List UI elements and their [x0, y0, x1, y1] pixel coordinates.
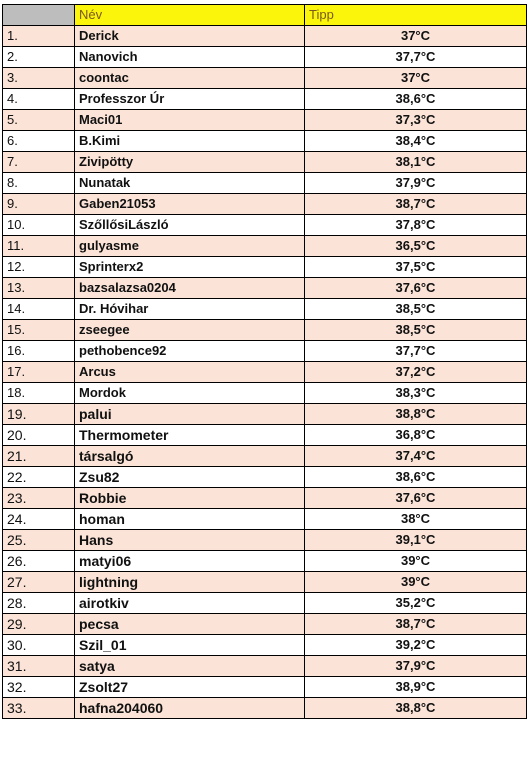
tipp-table — [2, 4, 527, 719]
header-row — [3, 5, 527, 26]
header-rank-cell[interactable] — [3, 5, 75, 26]
name-cell[interactable]: Professzor Úr — [75, 89, 305, 110]
table-row — [3, 509, 527, 530]
table-row — [3, 614, 527, 635]
rank-cell[interactable]: 29. — [3, 614, 75, 635]
name-cell[interactable]: zseegee — [75, 320, 305, 341]
name-cell[interactable]: pecsa — [75, 614, 305, 635]
rank-cell[interactable]: 5. — [3, 110, 75, 131]
table-row — [3, 257, 527, 278]
table-row — [3, 383, 527, 404]
rank-cell[interactable]: 11. — [3, 236, 75, 257]
tipp-cell[interactable]: 37,7°C — [305, 47, 527, 68]
rank-cell[interactable]: 23. — [3, 488, 75, 509]
name-cell[interactable]: pethobence92 — [75, 341, 305, 362]
tipp-cell[interactable]: 39°C — [305, 551, 527, 572]
table-row — [3, 530, 527, 551]
name-cell[interactable]: airotkiv — [75, 593, 305, 614]
name-cell[interactable]: Nunatak — [75, 173, 305, 194]
table-row — [3, 446, 527, 467]
rank-cell[interactable]: 27. — [3, 572, 75, 593]
tipp-cell[interactable]: 39,1°C — [305, 530, 527, 551]
name-cell[interactable]: Maci01 — [75, 110, 305, 131]
rank-cell[interactable]: 21. — [3, 446, 75, 467]
table-row — [3, 89, 527, 110]
name-cell[interactable]: társalgó — [75, 446, 305, 467]
tipp-cell[interactable]: 37°C — [305, 68, 527, 89]
tipp-cell[interactable]: 38,4°C — [305, 131, 527, 152]
name-cell[interactable]: Zsu82 — [75, 467, 305, 488]
name-cell[interactable]: Thermometer — [75, 425, 305, 446]
tipp-cell[interactable]: 37,7°C — [305, 341, 527, 362]
rank-cell[interactable]: 1. — [3, 26, 75, 47]
table-row — [3, 278, 527, 299]
rank-cell[interactable]: 10. — [3, 215, 75, 236]
tipp-cell[interactable]: 37,5°C — [305, 257, 527, 278]
rank-cell[interactable]: 2. — [3, 47, 75, 68]
rank-cell[interactable]: 30. — [3, 635, 75, 656]
rank-cell[interactable]: 32. — [3, 677, 75, 698]
name-cell[interactable]: bazsalazsa0204 — [75, 278, 305, 299]
tipp-cell[interactable]: 38,5°C — [305, 299, 527, 320]
rank-cell[interactable]: 22. — [3, 467, 75, 488]
tipp-cell[interactable]: 38,8°C — [305, 404, 527, 425]
name-cell[interactable]: hafna204060 — [75, 698, 305, 719]
rank-cell[interactable]: 31. — [3, 656, 75, 677]
rank-cell[interactable]: 4. — [3, 89, 75, 110]
rank-cell[interactable]: 12. — [3, 257, 75, 278]
table-row — [3, 677, 527, 698]
rank-cell[interactable]: 20. — [3, 425, 75, 446]
tipp-cell[interactable]: 38,6°C — [305, 89, 527, 110]
table-row — [3, 299, 527, 320]
rank-cell[interactable]: 18. — [3, 383, 75, 404]
tipp-cell[interactable]: 36,8°C — [305, 425, 527, 446]
tipp-cell[interactable]: 37,3°C — [305, 110, 527, 131]
table-row — [3, 68, 527, 89]
rank-cell[interactable]: 3. — [3, 68, 75, 89]
table-row — [3, 635, 527, 656]
tipp-cell[interactable]: 38,5°C — [305, 320, 527, 341]
tipp-cell[interactable]: 37,6°C — [305, 278, 527, 299]
tipp-cell[interactable]: 37,9°C — [305, 656, 527, 677]
table-body — [3, 26, 527, 719]
name-cell[interactable]: Dr. Hóvihar — [75, 299, 305, 320]
name-cell[interactable]: lightning — [75, 572, 305, 593]
rank-cell[interactable]: 8. — [3, 173, 75, 194]
header-name-cell[interactable]: Név — [75, 5, 305, 26]
table-row — [3, 698, 527, 719]
name-cell[interactable]: Hans — [75, 530, 305, 551]
table-row — [3, 551, 527, 572]
rank-cell[interactable]: 17. — [3, 362, 75, 383]
rank-cell[interactable]: 26. — [3, 551, 75, 572]
table-row — [3, 593, 527, 614]
name-cell[interactable]: SzőllősiLászló — [75, 215, 305, 236]
table-row — [3, 152, 527, 173]
tipp-cell[interactable]: 35,2°C — [305, 593, 527, 614]
table-row — [3, 341, 527, 362]
tipp-cell[interactable]: 38,1°C — [305, 152, 527, 173]
tipp-cell[interactable]: 37,9°C — [305, 173, 527, 194]
tipp-cell[interactable]: 38,7°C — [305, 194, 527, 215]
name-cell[interactable]: satya — [75, 656, 305, 677]
rank-cell[interactable]: 28. — [3, 593, 75, 614]
tipp-cell[interactable]: 38°C — [305, 509, 527, 530]
rank-cell[interactable]: 14. — [3, 299, 75, 320]
table-row — [3, 467, 527, 488]
tipp-cell[interactable]: 37,6°C — [305, 488, 527, 509]
name-cell[interactable]: Mordok — [75, 383, 305, 404]
table-row — [3, 215, 527, 236]
rank-cell[interactable]: 24. — [3, 509, 75, 530]
table-row — [3, 320, 527, 341]
table-row — [3, 47, 527, 68]
rank-cell[interactable]: 25. — [3, 530, 75, 551]
name-cell[interactable]: gulyasme — [75, 236, 305, 257]
rank-cell[interactable]: 19. — [3, 404, 75, 425]
header-tipp-cell[interactable]: Tipp — [305, 5, 527, 26]
rank-cell[interactable]: 6. — [3, 131, 75, 152]
tipp-cell[interactable]: 38,3°C — [305, 383, 527, 404]
name-cell[interactable]: Robbie — [75, 488, 305, 509]
tipp-cell[interactable]: 39,2°C — [305, 635, 527, 656]
table-row — [3, 362, 527, 383]
tipp-cell[interactable]: 37,4°C — [305, 446, 527, 467]
name-cell[interactable]: Zivipötty — [75, 152, 305, 173]
table-row — [3, 236, 527, 257]
name-cell[interactable]: Szil_01 — [75, 635, 305, 656]
name-cell[interactable]: Zsolt27 — [75, 677, 305, 698]
tipp-cell[interactable]: 38,7°C — [305, 614, 527, 635]
table-row — [3, 26, 527, 47]
tipp-cell[interactable]: 38,8°C — [305, 698, 527, 719]
name-cell[interactable]: Sprinterx2 — [75, 257, 305, 278]
tipp-cell[interactable]: 38,9°C — [305, 677, 527, 698]
tipp-cell[interactable]: 37,2°C — [305, 362, 527, 383]
rank-cell[interactable]: 15. — [3, 320, 75, 341]
table-row — [3, 404, 527, 425]
tipp-cell[interactable]: 36,5°C — [305, 236, 527, 257]
name-cell[interactable]: matyi06 — [75, 551, 305, 572]
name-cell[interactable]: Nanovich — [75, 47, 305, 68]
name-cell[interactable]: Arcus — [75, 362, 305, 383]
table-row — [3, 425, 527, 446]
rank-cell[interactable]: 33. — [3, 698, 75, 719]
name-cell[interactable]: coontac — [75, 68, 305, 89]
table-row — [3, 656, 527, 677]
table-row — [3, 572, 527, 593]
table-row — [3, 173, 527, 194]
rank-cell[interactable]: 9. — [3, 194, 75, 215]
name-cell[interactable]: Gaben21053 — [75, 194, 305, 215]
name-cell[interactable]: Derick — [75, 26, 305, 47]
table-row — [3, 131, 527, 152]
rank-cell[interactable]: 16. — [3, 341, 75, 362]
table-row — [3, 488, 527, 509]
table-row — [3, 194, 527, 215]
table-row — [3, 110, 527, 131]
rank-cell[interactable]: 7. — [3, 152, 75, 173]
name-cell[interactable]: B.Kimi — [75, 131, 305, 152]
name-cell[interactable]: palui — [75, 404, 305, 425]
rank-cell[interactable]: 13. — [3, 278, 75, 299]
tipp-cell[interactable]: 38,6°C — [305, 467, 527, 488]
name-cell[interactable]: homan — [75, 509, 305, 530]
tipp-cell[interactable]: 37,8°C — [305, 215, 527, 236]
tipp-cell[interactable]: 39°C — [305, 572, 527, 593]
tipp-cell[interactable]: 37°C — [305, 26, 527, 47]
